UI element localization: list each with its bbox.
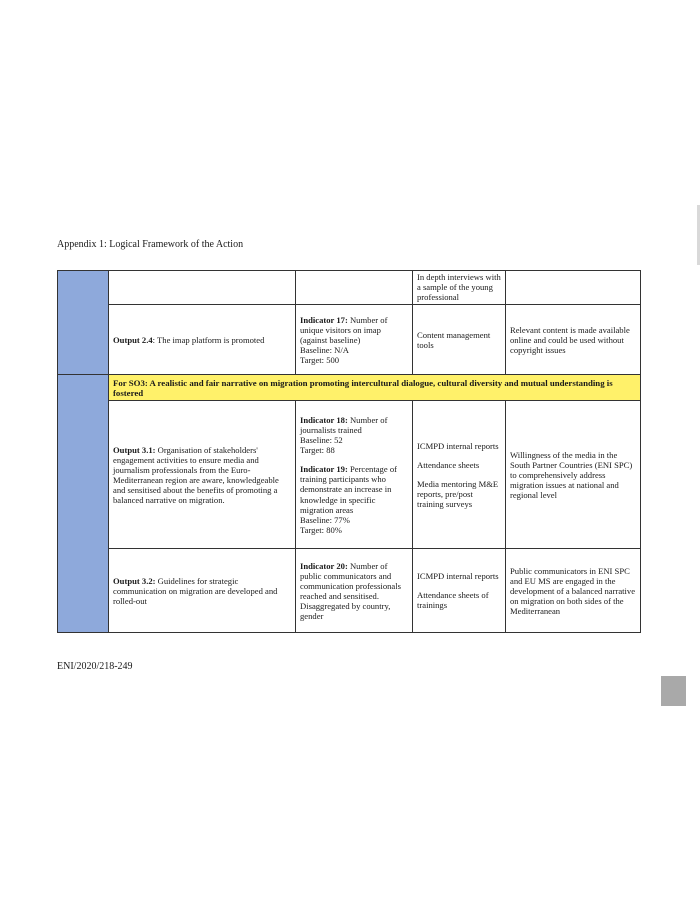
- sources-text: Content management tools: [417, 329, 491, 350]
- assumptions-text: Public communicators in ENI SPC and EU MS are engaged in the development of a balanced narrative on migration on both sides of the Mediterranean: [510, 565, 636, 617]
- assumptions-cell: [506, 305, 641, 375]
- indicator-baseline: Baseline: 77%: [300, 514, 350, 525]
- assumptions-cell: [506, 271, 641, 305]
- sources-text: Attendance sheets: [417, 459, 480, 470]
- indicator-text: Number of public communicators and communication professionals reached and sensitised. Disaggregated by country, gender: [300, 560, 401, 622]
- indicator-cell: [296, 305, 413, 375]
- output-label: Output 2.4: [113, 334, 153, 345]
- indicator-baseline: Baseline: 52: [300, 434, 343, 445]
- table-row: [58, 549, 641, 633]
- indicator-target: Target: 500: [300, 355, 340, 366]
- so3-heading: For SO3: A realistic and fair narrative on migration promoting intercultural dialogue, cultural diversity and mutual understanding is fostered: [113, 377, 613, 398]
- sources-text: Attendance sheets of trainings: [417, 590, 489, 611]
- appendix-heading: Appendix 1: Logical Framework of the Action: [57, 239, 244, 250]
- indicator-cell: [296, 401, 413, 549]
- sources-cell: [413, 271, 506, 305]
- indicator-label: Indicator 17:: [300, 314, 348, 325]
- indicator-baseline: Baseline: N/A: [300, 344, 349, 355]
- table-row: [58, 401, 641, 549]
- side-band-cell: [58, 271, 109, 375]
- sources-text: ICMPD internal reports: [417, 440, 499, 451]
- indicator-cell: [296, 549, 413, 633]
- assumptions-cell: [506, 549, 641, 633]
- indicator-text: Number of journalists trained: [300, 414, 388, 435]
- sources-text: Media mentoring M&E reports, pre/post training surveys: [417, 478, 499, 510]
- side-band-cell: [58, 375, 109, 633]
- assumptions-cell: [506, 401, 641, 549]
- output-text: Guidelines for strategic communication on migration are developed and rolled-out: [113, 575, 278, 606]
- output-cell: [109, 305, 296, 375]
- page-side-tab: [661, 676, 686, 706]
- output-cell: [109, 401, 296, 549]
- logical-framework-table: [57, 270, 641, 633]
- table-row: [58, 305, 641, 375]
- indicator-label: Indicator 18:: [300, 414, 348, 425]
- table-row: [58, 271, 641, 305]
- assumptions-text: Relevant content is made available online and could be used without copyright issues: [510, 324, 630, 355]
- indicator-label: Indicator 20:: [300, 560, 348, 571]
- indicator-text: Percentage of training participants who demonstrate an increase in knowledge in specific migration areas: [300, 464, 397, 515]
- indicator-target: Target: 80%: [300, 525, 342, 536]
- sources-text: ICMPD internal reports: [417, 571, 499, 582]
- sources-cell: [413, 549, 506, 633]
- indicator-label: Indicator 19:: [300, 464, 348, 475]
- sources-text: In depth interviews with a sample of the young professional: [417, 272, 501, 303]
- output-cell: [109, 271, 296, 305]
- sources-cell: [413, 305, 506, 375]
- document-reference: ENI/2020/218-249: [57, 661, 133, 672]
- assumptions-text: Willingness of the media in the South Partner Countries (ENI SPC) to comprehensively address migration issues at national and regional level: [510, 449, 633, 501]
- output-label: Output 3.2:: [113, 575, 156, 586]
- so3-heading-cell: [109, 375, 641, 401]
- indicator-cell: [296, 271, 413, 305]
- sources-cell: [413, 401, 506, 549]
- indicator-target: Target: 88: [300, 445, 335, 456]
- output-cell: [109, 549, 296, 633]
- indicator-text: Number of unique visitors on imap (against baseline): [300, 314, 388, 345]
- output-label: Output 3.1:: [113, 444, 156, 455]
- table-row: [58, 375, 641, 401]
- output-text: : The imap platform is promoted: [152, 334, 265, 345]
- output-text: Organisation of stakeholders' engagement activities to ensure media and journalism professionals from the Euro-Mediterranean region are aware, knowledgeable and sensitised about the benefits of promoting a balanced narrative on migration.: [113, 444, 279, 506]
